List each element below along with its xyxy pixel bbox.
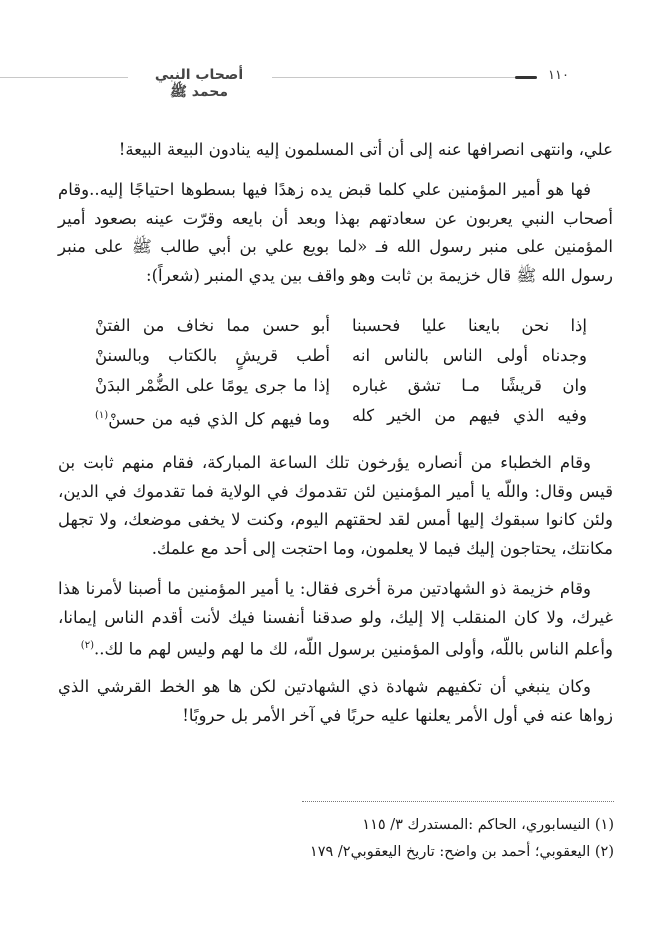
verse-second-hemistich: أطب قريشٍ بالكتاب وبالسننْ (95, 346, 330, 365)
verse-text: وما فيهم كل الذي فيه من حسنْ (108, 409, 330, 429)
header-rule-left (0, 77, 128, 78)
verse-first-hemistich: إذا نحن بايعنا عليا فحسبنا (352, 316, 587, 335)
verse-first-hemistich: وان قريشًا مـا تشق غباره (352, 376, 587, 395)
page-number: ١١٠ (548, 68, 569, 83)
poem-verse (95, 371, 587, 401)
verse-second-hemistich (95, 401, 330, 435)
footnote-separator (302, 801, 614, 802)
running-title: أصحاب النبي محمد ﷺ (154, 67, 244, 100)
paragraph-5: وكان ينبغي أن تكفيهم شهادة ذي الشهادتين لكن ها هو الخط القرشي الذي زواها عنه في أول الأمر يعلنها عليه حربًا في آخر الأمر بل حروبًا! (58, 677, 613, 725)
verse-second-hemistich: إذا ما جرى يومًا على الضُّمْر البدَنْ (95, 376, 330, 395)
footnote-2: (٢) اليعقوبي؛ أحمد بن واضح: تاريخ اليعقوبي٢/ ١٧٩ (309, 844, 614, 860)
poem-verse (95, 341, 587, 371)
verse-second-hemistich: أبو حسن مما نخاف من الفتنْ (95, 316, 330, 335)
poem-verse (95, 311, 587, 341)
footnote-1: (١) النيسابوري، الحاكم :المستدرك ٣/ ١١٥ (362, 817, 614, 833)
paragraph-4-text: وقام خزيمة ذو الشهادتين مرة أخرى فقال: يا أمير المؤمنين ما أصبنا لأمرنا هذا غيرك، ولا كان المنقلب إلا إليك، ولو صدقنا أنفسنا فيك لأنت أقدم الناس إيمانا، وأعلم الناس باللّه، وأولى المؤمنين برسول اللّه، لك ما لهم وليس لهم ما لك.. (58, 579, 613, 659)
paragraph-2: فها هو أمير المؤمنين علي كلما قبض يده زهدًا فيها بسطوها احتياجًا إليه..وقام أصحاب النبي يعربون عن سعادتهم بهذا وبعد أن بايعه وقرّت عينه بصعود أمير المؤمنين على منبر رسول الله فـ «لما بويع علي بن أبي طالب ﷺ على منبر رسول الله ﷺ قال خزيمة بن ثابت وهو واقف بين يدي المنبر (شعراً): (58, 180, 613, 285)
footnote-ref-2: (٢) (80, 640, 94, 651)
header-rule-right (272, 77, 522, 78)
footnote-ref-1: (١) (95, 410, 109, 421)
verse-first-hemistich: وفيه الذي فيهم من الخير كله (352, 406, 587, 425)
paragraph-4 (58, 575, 613, 664)
poem-verse (95, 401, 587, 435)
header-rule-accent (515, 76, 537, 79)
paragraph-3: وقام الخطباء من أنصاره يؤرخون تلك الساعة المباركة، فقام منهم ثابت بن قيس وقال: واللّه يا أمير المؤمنين لئن تقدموك في الولاية فما تقدموك في الدين، ولئن كانوا سبقوك إليها أمس لقد لحقتهم اليوم، وكنت لا يخفى موضعك، ولا تجهل مكانتك، يحتاجون إليك فيما لا يعلمون، وما احتجت إلى أحد مع علمك. (58, 453, 613, 558)
paragraph-1: علي، وانتهى انصرافها عنه إلى أن أتى المسلمون إليه ينادون البيعة البيعة! (118, 140, 613, 159)
running-header (0, 66, 669, 100)
poem (95, 311, 587, 435)
verse-first-hemistich: وجدناه أولى الناس بالناس انه (352, 346, 587, 365)
